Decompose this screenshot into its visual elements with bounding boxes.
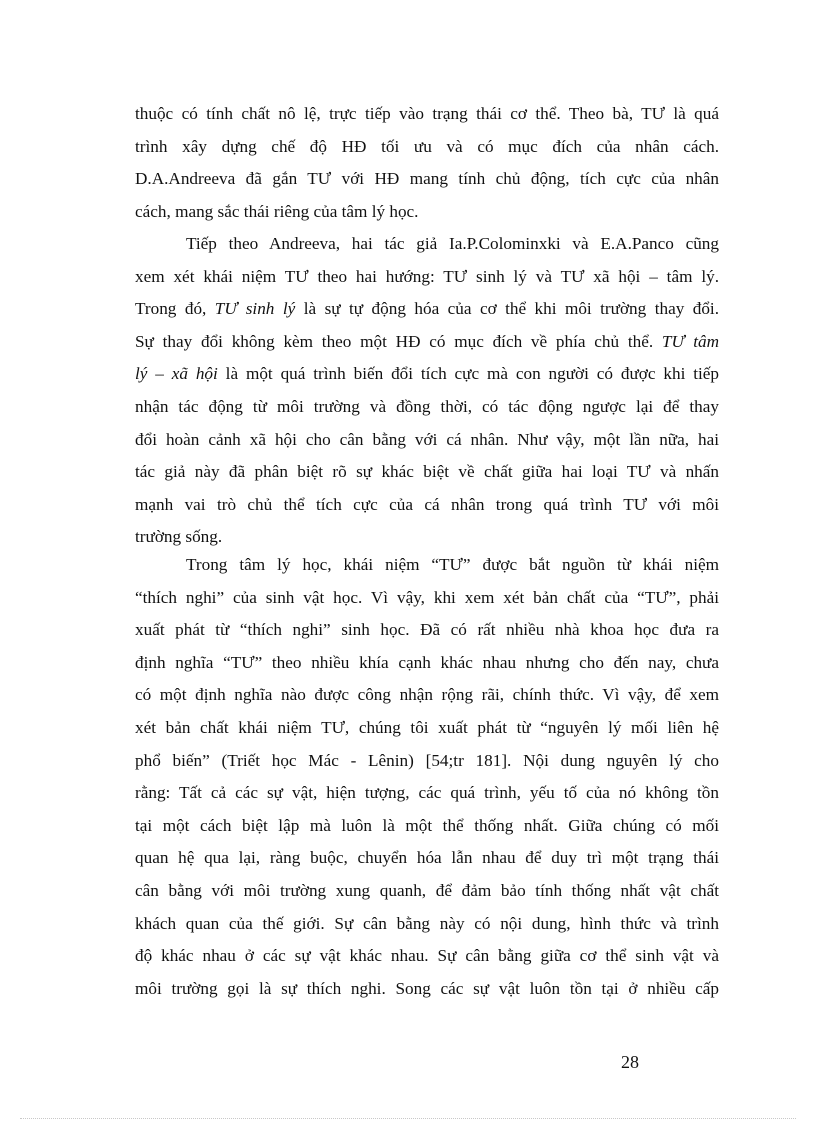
text-line: khách quan của thế giới. Sự cân bằng này có nội dung, hình thức và trình	[135, 913, 719, 933]
text-line: định nghĩa “TƯ” theo nhiều khía cạnh khác nhau nhưng cho đến nay, chưa	[135, 652, 719, 672]
text-segment: Sự thay đổi không kèm theo một HĐ có mục đích về phía chủ thể.	[135, 331, 662, 351]
text-line: D.A.Andreeva đã gắn TƯ với HĐ mang tính chủ động, tích cực của nhân	[135, 169, 719, 189]
text-line	[135, 358, 719, 391]
text-line: cân bằng với môi trường xung quanh, để đảm bảo tính thống nhất vật chất	[135, 880, 719, 900]
text-line	[135, 293, 719, 326]
page-bottom-divider	[20, 1118, 796, 1119]
text-line: quan hệ qua lại, ràng buộc, chuyển hóa lẫn nhau để duy trì một trạng thái	[135, 848, 719, 868]
text-line: trường sống.	[135, 527, 223, 547]
text-line: rằng: Tất cả các sự vật, hiện tượng, các quá trình, yếu tố của nó không tồn	[135, 783, 719, 803]
text-line: môi trường gọi là sự thích nghi. Song các sự vật luôn tồn tại ở nhiều cấp	[135, 978, 719, 998]
text-line: phổ biến” (Triết học Mác - Lênin) [54;tr 181]. Nội dung nguyên lý cho	[135, 750, 719, 770]
text-line	[135, 326, 719, 359]
text-line: xem xét khái niệm TƯ theo hai hướng: TƯ sinh lý và TƯ xã hội – tâm lý.	[135, 266, 719, 286]
paragraph-3	[135, 549, 719, 1005]
text-line: tại một cách biệt lập mà luôn là một thể thống nhất. Giữa chúng có mối	[135, 815, 719, 835]
text-line: thuộc có tính chất nô lệ, trực tiếp vào trạng thái cơ thể. Theo bà, TƯ là quá	[135, 104, 719, 123]
paragraph-1	[135, 98, 719, 228]
italic-term: TƯ sinh lý	[214, 299, 296, 319]
text-line: “thích nghi” của sinh vật học. Vì vậy, khi xem xét bản chất của “TƯ”, phải	[135, 587, 719, 607]
text-line: đổi hoàn cảnh xã hội cho cân bằng với cá nhân. Như vậy, một lần nữa, hai	[135, 429, 719, 449]
text-line: tác giả này đã phân biệt rõ sự khác biệt về chất giữa hai loại TƯ và nhấn	[135, 462, 719, 482]
text-line: mạnh vai trò chủ thể tích cực của cá nhân trong quá trình TƯ với môi	[135, 494, 719, 514]
text-line: Trong tâm lý học, khái niệm “TƯ” được bắt nguồn từ khái niệm	[186, 555, 719, 574]
text-segment: là sự tự động hóa của cơ thể khi môi trường thay đổi.	[295, 299, 719, 319]
text-line: nhận tác động từ môi trường và đồng thời, có tác động ngược lại để thay	[135, 396, 719, 416]
text-line: xét bản chất khái niệm TƯ, chúng tôi xuất phát từ “nguyên lý mối liên hệ	[135, 717, 719, 737]
italic-term: lý – xã hội	[135, 364, 218, 384]
page-number: 28	[621, 1052, 639, 1072]
text-segment: Trong đó,	[135, 299, 215, 319]
italic-term: TƯ tâm	[661, 331, 719, 351]
text-line: độ khác nhau ở các sự vật khác nhau. Sự cân bằng giữa cơ thể sinh vật và	[135, 946, 719, 966]
text-segment: là một quá trình biến đổi tích cực mà con người có được khi tiếp	[217, 364, 719, 384]
paragraph-2	[135, 228, 719, 554]
text-line: Tiếp theo Andreeva, hai tác giả Ia.P.Colominxki và E.A.Panco cũng	[186, 234, 719, 253]
text-line: có một định nghĩa nào được công nhận rộng rãi, chính thức. Vì vậy, để xem	[135, 685, 719, 705]
text-line: xuất phát từ “thích nghi” sinh học. Đã có rất nhiều nhà khoa học đưa ra	[135, 620, 719, 640]
text-line: cách, mang sắc thái riêng của tâm lý học.	[135, 201, 419, 221]
text-line: trình xây dựng chế độ HĐ tối ưu và có mục đích của nhân cách.	[135, 136, 719, 156]
